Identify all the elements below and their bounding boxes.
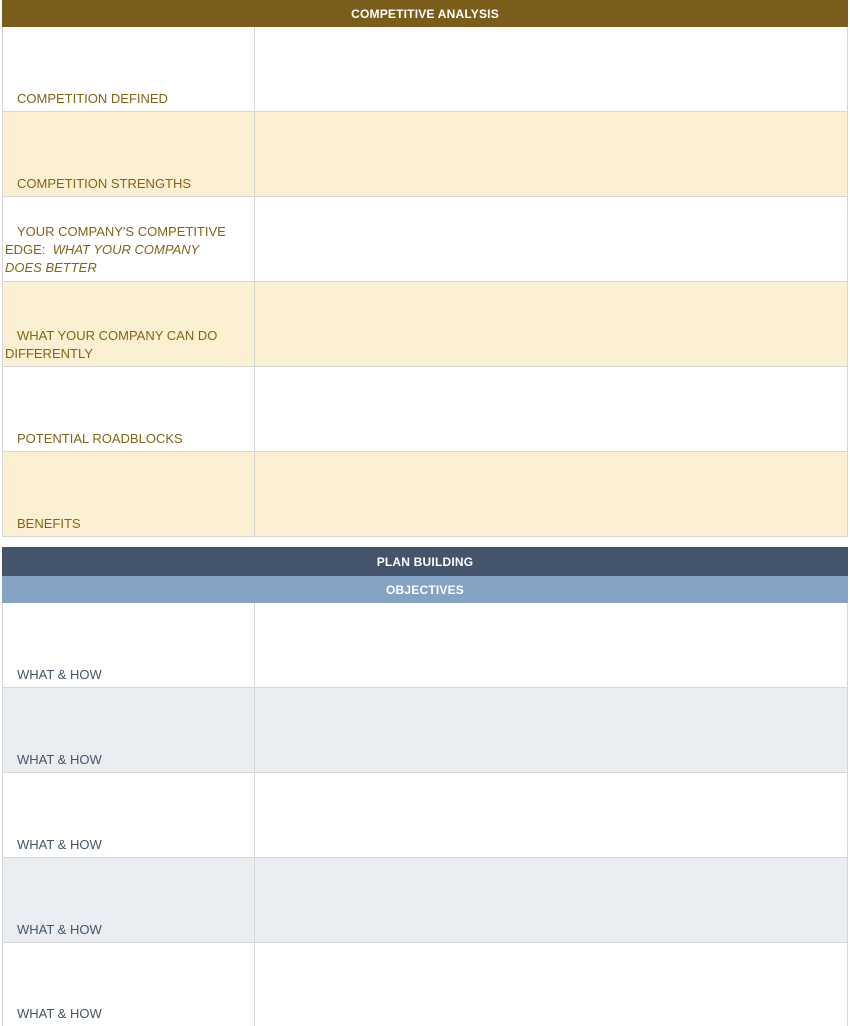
what-how-cell[interactable] [255,943,848,1026]
row-label [2,688,255,772]
objectives-header [2,576,848,603]
competition-defined-cell[interactable] [255,27,848,111]
row-label [2,773,255,857]
potential-roadblocks-label: POTENTIAL ROADBLOCKS [17,431,183,446]
competition-strengths-cell[interactable] [255,112,848,196]
row-label [2,452,255,536]
table-row [2,452,848,537]
row-label [2,603,255,687]
do-differently-cell[interactable] [255,282,848,366]
what-how-cell[interactable] [255,858,848,942]
competitive-edge-label-italic: WHAT YOUR COMPANY [52,242,200,257]
row-label [2,282,255,366]
row-label [2,367,255,451]
what-how-label: WHAT & HOW [17,752,102,767]
competitive-edge-label-line1: YOUR COMPANY'S COMPETITIVE [17,224,226,239]
competitive-edge-label-line3: DOES BETTER [5,260,97,275]
table-row [2,27,848,112]
worksheet [2,0,848,1026]
table-row [2,688,848,773]
what-how-cell[interactable] [255,688,848,772]
what-how-cell[interactable] [255,773,848,857]
row-label [2,27,255,111]
table-row [2,603,848,688]
do-differently-label-line1: WHAT YOUR COMPANY CAN DO [17,328,218,343]
competitive-analysis-title: COMPETITIVE ANALYSIS [351,6,499,21]
competition-defined-label: COMPETITION DEFINED [17,91,168,106]
what-how-cell[interactable] [255,603,848,687]
row-label [2,943,255,1026]
objectives-section [2,603,848,1026]
table-row [2,197,848,282]
benefits-label: BENEFITS [17,516,81,531]
what-how-label: WHAT & HOW [17,922,102,937]
table-row [2,773,848,858]
table-row [2,282,848,367]
competition-strengths-label: COMPETITION STRENGTHS [17,176,192,191]
section-gap [2,537,848,547]
do-differently-label-line2: DIFFERENTLY [5,346,93,361]
competitive-edge-cell[interactable] [255,197,848,281]
what-how-label: WHAT & HOW [17,1006,102,1021]
table-row [2,943,848,1026]
benefits-cell[interactable] [255,452,848,536]
what-how-label: WHAT & HOW [17,667,102,682]
competitive-edge-label-line2 [5,241,250,259]
objectives-title: OBJECTIVES [385,582,465,597]
table-row [2,112,848,197]
potential-roadblocks-cell[interactable] [255,367,848,451]
competitive-analysis-header [2,0,848,27]
row-label [2,112,255,196]
table-row [2,367,848,452]
row-label [2,197,255,281]
table-row [2,858,848,943]
what-how-label: WHAT & HOW [17,837,102,852]
plan-building-title: PLAN BUILDING [376,554,474,569]
competitive-analysis-section [2,27,848,537]
plan-building-header [2,547,848,576]
row-label [2,858,255,942]
competitive-edge-label-plain: EDGE: [5,242,53,257]
